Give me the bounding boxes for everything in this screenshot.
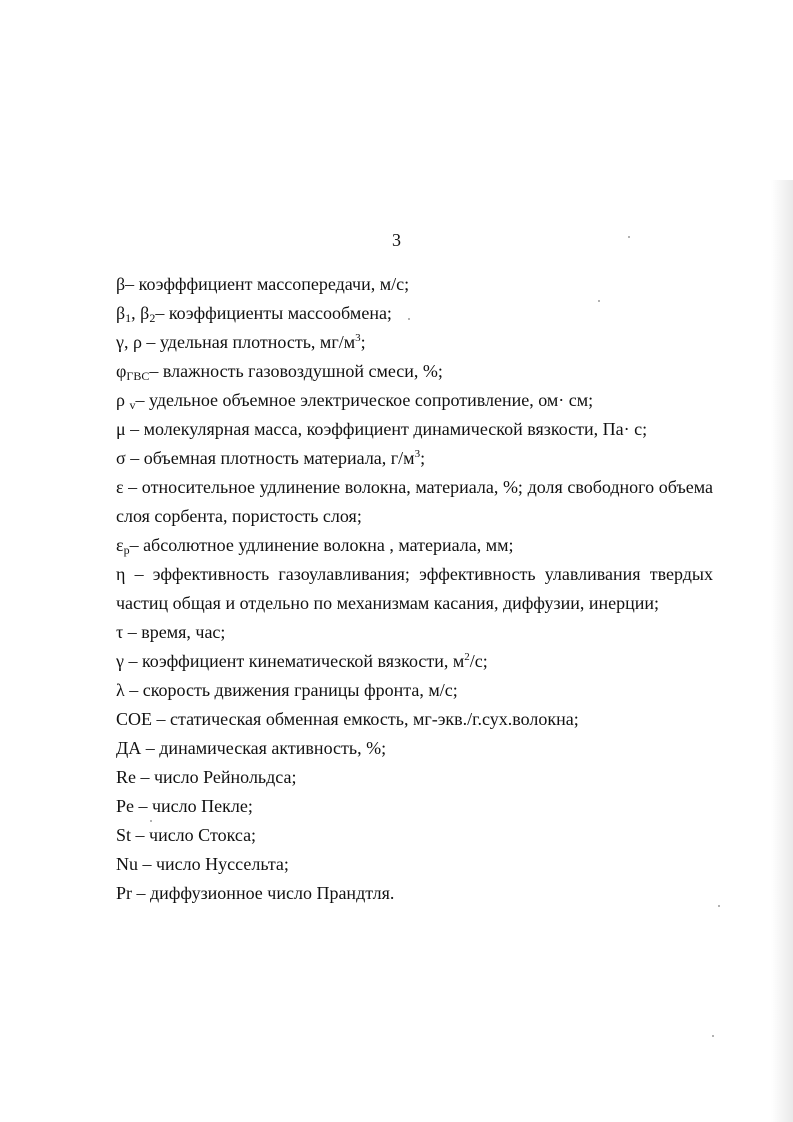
symbol-entry: γ, ρ – удельная плотность, $мг/м^3$; [116,332,366,352]
symbol-entry: ε – относительное удлинение волокна, материала, %; доля свободного объема слоя сорбента, пористость слоя; [116,477,713,526]
symbol-entry: μ – молекулярная масса, коэффициент динамической вязкости, Па· с; [116,419,648,439]
symbol-entry: СОЕ – статическая обменная емкость, мг-экв./г.сух.волокна; [116,709,579,729]
symbol-entry: $\varepsilon_р-$ абсолютное удлинение волокна , материала, мм; [116,535,514,557]
page-number: 3 [392,230,401,250]
symbol-entry: τ – время, час; [116,622,226,642]
symbol-entry: η – эффективность газоулавливания; эффективность улавливания твердых частиц общая и отдельно по механизмам касания, диффузии, инерции; [116,564,713,613]
symbol-list [116,270,713,908]
symbol-entry: ρ $_v$– удельное объемное электрическое сопротивление, ом· см; [116,390,594,412]
symbol-entry: σ – объемная плотность материала, $г/м^3$; [116,448,426,468]
symbol-entry: β– коэфффициент массопередачи, м/с; [116,274,410,294]
symbol-entry: Nu – число Нуссельта; [116,854,289,874]
scan-speck [712,1035,714,1037]
symbol-entry: Pr – диффузионное число Прандтля. [116,883,395,903]
symbol-entry: Pe – число Пекле; [116,796,253,816]
symbol-entry: $\beta_1$, $\beta_2-$ коэффициенты массообмена; [116,303,392,325]
symbol-entry: St – число Стокса; [116,825,257,845]
scan-speck [718,905,720,907]
scan-shadow [771,180,793,1122]
symbol-entry: $\varphi_{ГВС}-$ влажность газовоздушной смеси, %; [116,361,443,383]
symbol-entry: Re – число Рейнольдса; [116,767,297,787]
symbol-entry: λ – скорость движения границы фронта, м/с; [116,680,458,700]
symbol-entry: ДА – динамическая активность, %; [116,738,387,758]
symbol-entry: γ – коэффициент кинематической вязкости, $м^2/с$; [116,651,488,671]
